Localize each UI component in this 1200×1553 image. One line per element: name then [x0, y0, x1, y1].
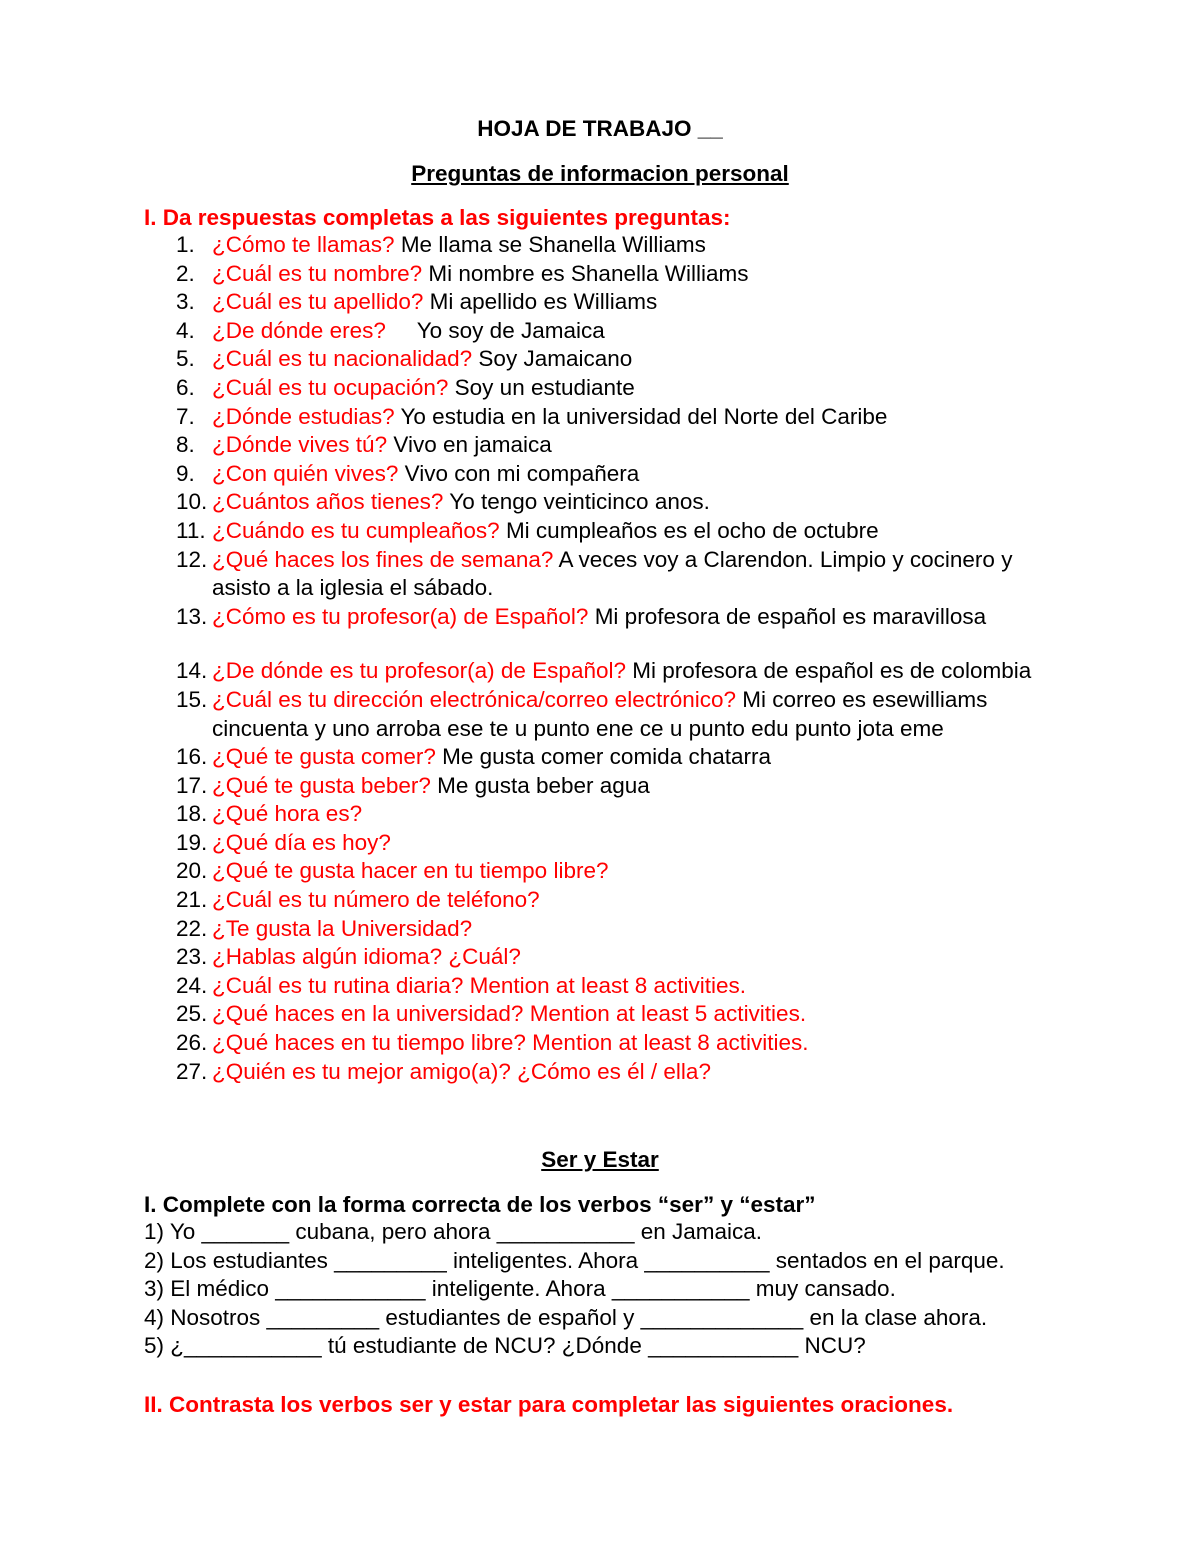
answer-text: Mi cumpleaños es el ocho de octubre: [499, 517, 879, 543]
question-number: 13.: [176, 603, 208, 629]
question-item: [0, 431, 1200, 460]
question-text: ¿Qué día es hoy?: [212, 829, 391, 855]
question-text: ¿Cuántos años tienes?: [212, 489, 444, 515]
question-text: ¿Cómo te llamas?: [212, 232, 395, 257]
question-text: ¿Qué hora es?: [212, 801, 363, 827]
question-item: [0, 915, 1200, 944]
answer-text: Mi nombre es Shanella Williams: [422, 260, 749, 286]
question-number: 15.: [176, 686, 208, 712]
question-text: ¿Cuál es tu nacionalidad?: [212, 346, 473, 372]
question-text: ¿Qué haces en tu tiempo libre? Mention at least 8 activities.: [212, 1030, 809, 1056]
exercise-item: 5) ¿___________ tú estudiante de NCU? ¿Dónde ____________ NCU?: [144, 1333, 866, 1359]
answer-text: Vivo en jamaica: [387, 432, 552, 458]
question-text: ¿Cuál es tu rutina diaria? Mention at least 8 activities.: [212, 972, 747, 998]
answer-text: Soy Jamaicano: [472, 346, 633, 372]
question-text: ¿Quién es tu mejor amigo(a)? ¿Cómo es él / ella?: [212, 1058, 711, 1084]
question-text: ¿Dónde vives tú?: [212, 432, 388, 458]
question-item: [0, 857, 1200, 886]
answer-text: A veces voy a Clarendon. Limpio y cocinero y asisto a la iglesia el sábado.: [212, 546, 1019, 601]
question-number: 12.: [176, 546, 208, 572]
question-number: 14.: [176, 658, 208, 684]
question-item: [0, 517, 1200, 546]
question-list: [0, 231, 1200, 1086]
section2-title: Ser y Estar: [541, 1147, 659, 1172]
question-item: [0, 231, 1200, 260]
question-item: [0, 943, 1200, 972]
question-item: [0, 1029, 1200, 1058]
worksheet-title: HOJA DE TRABAJO __: [477, 116, 723, 141]
answer-text: Yo estudia en la universidad del Norte del Caribe: [394, 403, 888, 429]
question-text: ¿Cómo es tu profesor(a) de Español?: [212, 603, 589, 629]
question-number: 19.: [176, 829, 208, 855]
exercise-list: [144, 1218, 1005, 1361]
worksheet-subtitle: Preguntas de informacion personal: [411, 161, 789, 186]
question-text: ¿Qué te gusta hacer en tu tiempo libre?: [212, 858, 609, 884]
question-text: ¿Con quién vives?: [212, 460, 399, 486]
question-item: [0, 488, 1200, 517]
exercise-item: 3) El médico ____________ inteligente. Ahora ___________ muy cansado.: [144, 1276, 896, 1302]
question-item: [0, 460, 1200, 489]
question-item: [0, 772, 1200, 801]
question-item: [0, 260, 1200, 289]
question-number: 6.: [176, 374, 195, 400]
question-text: ¿De dónde es tu profesor(a) de Español?: [212, 658, 626, 684]
question-number: 17.: [176, 772, 208, 798]
answer-text: Soy un estudiante: [448, 374, 635, 400]
answer-text: Yo soy de Jamaica: [385, 317, 605, 343]
question-number: 10.: [176, 489, 208, 515]
question-number: 18.: [176, 801, 208, 827]
question-text: ¿Qué te gusta beber?: [212, 772, 431, 798]
question-text: ¿Cuál es tu dirección electrónica/correo electrónico?: [212, 686, 737, 712]
question-text: ¿De dónde eres?: [212, 317, 386, 343]
question-text: ¿Cuál es tu número de teléfono?: [212, 887, 540, 913]
question-number: 3.: [176, 289, 195, 315]
question-item: [0, 403, 1200, 432]
question-text: ¿Qué haces en la universidad? Mention at least 5 activities.: [212, 1001, 807, 1027]
exercise-item: 4) Nosotros _________ estudiantes de español y _____________ en la clase ahora.: [144, 1304, 988, 1330]
question-item: [0, 1058, 1200, 1087]
question-item: [0, 829, 1200, 858]
question-number: 16.: [176, 744, 208, 770]
answer-text: Yo tengo veinticinco anos.: [443, 489, 710, 515]
question-number: 23.: [176, 944, 208, 970]
question-number: 22.: [176, 915, 208, 941]
question-number: 2.: [176, 260, 195, 286]
answer-text: Mi profesora de español es de colombia: [626, 658, 1032, 684]
question-number: 24.: [176, 972, 208, 998]
section3-heading: II. Contrasta los verbos ser y estar para completar las siguientes oraciones.: [144, 1392, 954, 1417]
question-number: 27.: [176, 1058, 208, 1084]
question-text: ¿Qué te gusta comer?: [212, 744, 436, 770]
question-number: 9.: [176, 460, 195, 486]
exercise-item: 2) Los estudiantes _________ inteligentes. Ahora __________ sentados en el parque.: [144, 1247, 1005, 1273]
question-number: 4.: [176, 317, 195, 343]
question-number: 7.: [176, 403, 195, 429]
answer-text: Mi apellido es Williams: [423, 289, 658, 315]
answer-text: Me gusta comer comida chatarra: [435, 744, 771, 770]
question-item: [0, 1000, 1200, 1029]
question-number: 21.: [176, 887, 208, 913]
question-number: 20.: [176, 858, 208, 884]
question-number: 8.: [176, 432, 195, 458]
question-item: [0, 686, 1200, 743]
question-text: ¿Cuándo es tu cumpleaños?: [212, 517, 500, 543]
question-item: [0, 800, 1200, 829]
answer-text: Me gusta beber agua: [430, 772, 650, 798]
question-text: ¿Te gusta la Universidad?: [212, 915, 473, 941]
question-item: [0, 374, 1200, 403]
question-item: [0, 886, 1200, 915]
question-item: [0, 288, 1200, 317]
question-item: [0, 345, 1200, 374]
section2-heading: I. Complete con la forma correcta de los verbos “ser” y “estar”: [144, 1192, 816, 1217]
answer-text: Mi correo es esewilliams cincuenta y uno arroba ese te u punto ene ce u punto edu punto jota eme: [212, 686, 994, 741]
question-item: [0, 317, 1200, 346]
question-item: [0, 603, 1200, 632]
question-item: [0, 972, 1200, 1001]
answer-text: Vivo con mi compañera: [398, 460, 640, 486]
question-item: [0, 743, 1200, 772]
question-number: 11.: [176, 517, 206, 543]
question-text: ¿Hablas algún idioma? ¿Cuál?: [212, 944, 521, 970]
question-number: 5.: [176, 346, 195, 372]
question-number: 25.: [176, 1001, 208, 1027]
section1-heading: I. Da respuestas completas a las siguientes preguntas:: [144, 205, 731, 230]
question-text: ¿Cuál es tu nombre?: [212, 260, 423, 286]
exercise-item: 1) Yo _______ cubana, pero ahora ___________ en Jamaica.: [144, 1219, 763, 1244]
question-item: [0, 657, 1200, 686]
question-text: ¿Cuál es tu apellido?: [212, 289, 424, 315]
question-number: 1.: [176, 232, 195, 257]
question-text: ¿Dónde estudias?: [212, 403, 395, 429]
question-text: ¿Qué haces los fines de semana?: [212, 546, 554, 572]
answer-text: Mi profesora de español es maravillosa: [588, 603, 987, 629]
question-number: 26.: [176, 1030, 208, 1056]
answer-text: Me llama se Shanella Williams: [394, 232, 706, 257]
question-item: [0, 546, 1200, 603]
question-text: ¿Cuál es tu ocupación?: [212, 374, 449, 400]
